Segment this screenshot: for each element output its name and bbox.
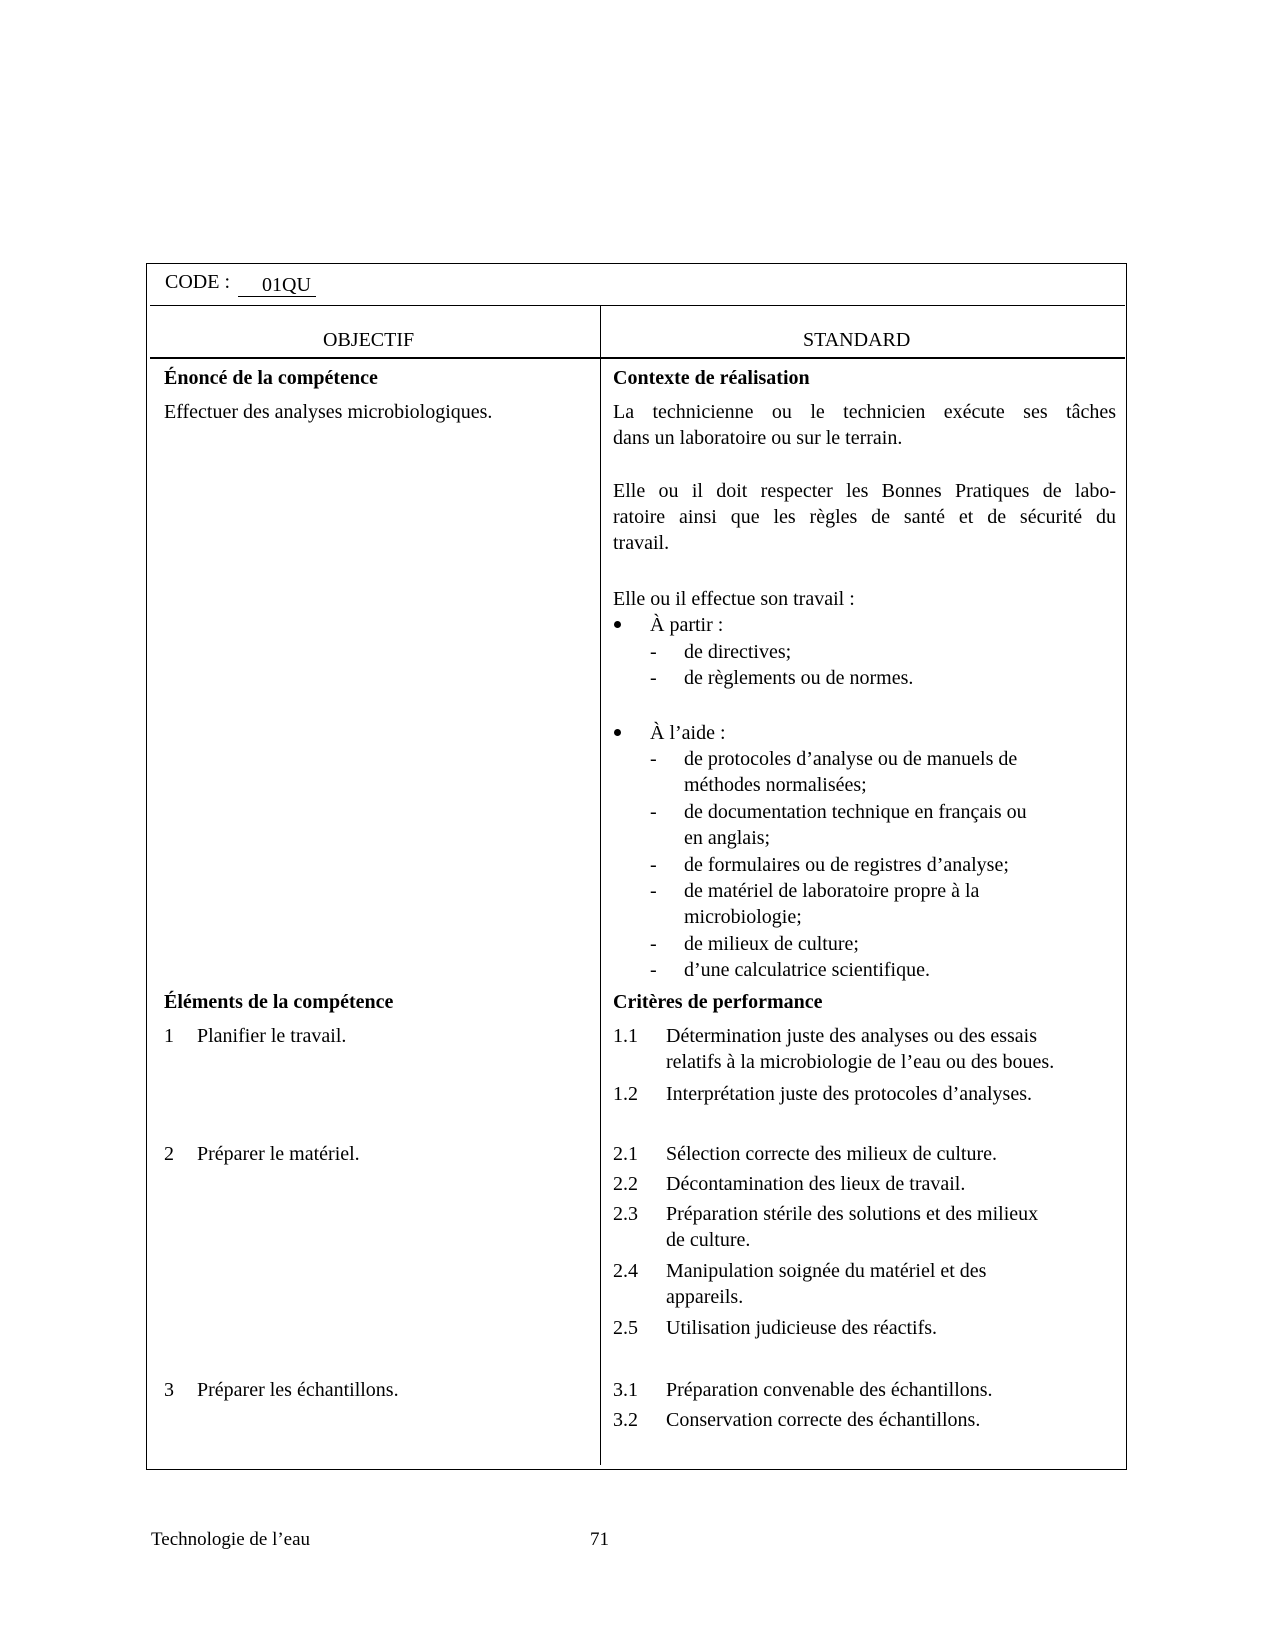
contexte-p2-line2: ratoire ainsi que les règles de santé et de sécurité du [613,506,1116,528]
critere-2-2-number: 2.2 [613,1173,638,1195]
a-laide-item-2-line1: de documentation technique en français ou [684,801,1027,823]
a-laide-item-6: d’une calculatrice scientifique. [684,959,930,981]
element-1-number: 1 [164,1025,174,1047]
critere-1-2-number: 1.2 [613,1083,638,1105]
enonce-text: Effectuer des analyses microbiologiques. [164,401,493,423]
dash-icon: - [650,641,657,663]
critere-1-1-line1: Détermination juste des analyses ou des essais [666,1025,1038,1047]
critere-2-1-number: 2.1 [613,1143,638,1165]
element-3-text: Préparer les échantillons. [197,1379,399,1401]
a-laide-item-5: de milieux de culture; [684,933,859,955]
code-label: CODE : [165,271,230,293]
contexte-p2-line3: travail. [613,532,670,554]
elements-heading: Éléments de la compétence [164,991,394,1013]
a-laide-item-1-line2: méthodes normalisées; [684,774,867,796]
critere-2-4-number: 2.4 [613,1260,638,1282]
footer-page-number: 71 [590,1529,609,1550]
dash-icon: - [650,748,657,770]
column-title-objectif: OBJECTIF [323,329,415,351]
enonce-heading: Énoncé de la compétence [164,367,378,389]
critere-2-3-line2: de culture. [666,1229,751,1251]
dash-icon: - [650,854,657,876]
contexte-heading: Contexte de réalisation [613,367,810,389]
code-underline [238,296,316,297]
critere-2-4-line1: Manipulation soignée du matériel et des [666,1260,987,1282]
header-rule-top [150,305,1125,306]
dash-icon: - [650,801,657,823]
element-1-text: Planifier le travail. [197,1025,347,1047]
bullet-a-laide [614,729,621,736]
dash-icon: - [650,667,657,689]
critere-3-2-number: 3.2 [613,1409,638,1431]
critere-2-3-number: 2.3 [613,1203,638,1225]
header-rule-bottom [150,357,1125,359]
a-laide-item-1-line1: de protocoles d’analyse ou de manuels de [684,748,1018,770]
critere-1-1-number: 1.1 [613,1025,638,1047]
a-laide-item-3: de formulaires ou de registres d’analyse; [684,854,1009,876]
critere-3-1-line1: Préparation convenable des échantillons. [666,1379,993,1401]
critere-2-3-line1: Préparation stérile des solutions et des milieux [666,1203,1039,1225]
critere-2-1-line1: Sélection correcte des milieux de culture. [666,1143,997,1165]
dash-icon: - [650,933,657,955]
element-2-text: Préparer le matériel. [197,1143,360,1165]
a-laide-label: À l’aide : [650,722,726,744]
dash-icon: - [650,959,657,981]
element-3-number: 3 [164,1379,174,1401]
critere-1-1-line2: relatifs à la microbiologie de l’eau ou des boues. [666,1051,1055,1073]
contexte-p1-line1: La technicienne ou le technicien exécute ses tâches [613,401,1116,423]
a-partir-label: À partir : [650,614,724,636]
critere-2-5-line1: Utilisation judicieuse des réactifs. [666,1317,938,1339]
bullet-a-partir [614,621,621,628]
column-title-standard: STANDARD [803,329,911,351]
contexte-p1-line2: dans un laboratoire ou sur le terrain. [613,427,903,449]
critere-3-2-line1: Conservation correcte des échantillons. [666,1409,981,1431]
a-laide-item-4-line1: de matériel de laboratoire propre à la [684,880,980,902]
critere-2-4-line2: appareils. [666,1286,744,1308]
criteres-heading: Critères de performance [613,991,823,1013]
a-partir-item-1: de directives; [684,641,792,663]
footer-title: Technologie de l’eau [151,1529,311,1550]
a-laide-item-4-line2: microbiologie; [684,906,802,928]
contexte-p3: Elle ou il effectue son travail : [613,588,855,610]
a-partir-item-2: de règlements ou de normes. [684,667,914,689]
a-laide-item-2-line2: en anglais; [684,827,771,849]
contexte-p2-line1: Elle ou il doit respecter les Bonnes Pratiques de labo- [613,480,1116,502]
critere-2-5-number: 2.5 [613,1317,638,1339]
critere-3-1-number: 3.1 [613,1379,638,1401]
element-2-number: 2 [164,1143,174,1165]
code-value: 01QU [262,274,311,296]
dash-icon: - [650,880,657,902]
critere-2-2-line1: Décontamination des lieux de travail. [666,1173,966,1195]
critere-1-2-line1: Interprétation juste des protocoles d’analyses. [666,1083,1032,1105]
column-divider [600,305,601,1465]
